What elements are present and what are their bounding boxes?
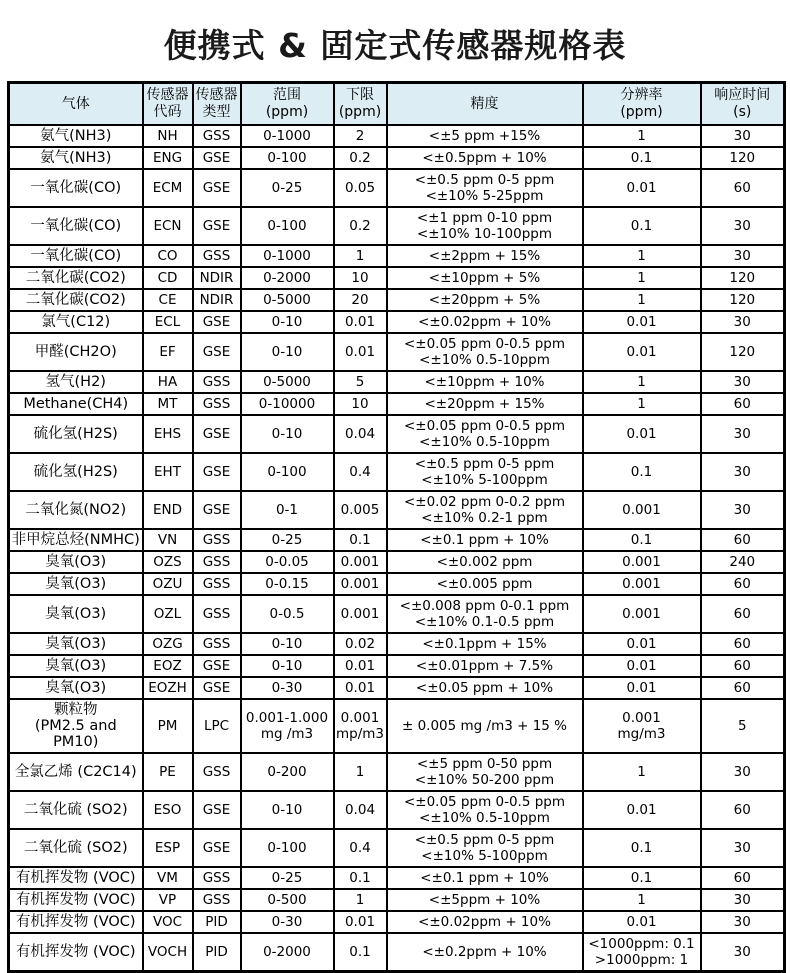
response-cell: 240 [701,551,785,573]
resolution-cell: 1 [583,889,701,911]
range-cell: 0-1000 [241,245,334,267]
resolution-cell: 1 [583,289,701,311]
gas-cell: 二氧化碳(CO2) [9,289,143,311]
response-cell: 60 [701,529,785,551]
table-row [9,453,785,491]
resolution-cell: 0.01 [583,333,701,371]
type-cell: NDIR [193,267,241,289]
limit-cell: 0.001 mp/m3 [334,699,387,753]
accuracy-cell: <±1 ppm 0-10 ppm <±10% 10-100ppm [387,207,583,245]
table-row [9,207,785,245]
type-cell: GSE [193,655,241,677]
limit-cell: 0.001 [334,573,387,595]
response-cell: 30 [701,245,785,267]
limit-cell: 0.04 [334,791,387,829]
gas-cell: 非甲烷总烃(NMHC) [9,529,143,551]
resolution-cell: 1 [583,753,701,791]
table-row [9,911,785,933]
response-cell: 120 [701,147,785,169]
code-cell: VP [143,889,193,911]
accuracy-cell: <±2ppm + 15% [387,245,583,267]
table-row [9,415,785,453]
column-header-accuracy: 精度 [387,83,583,126]
range-cell: 0-200 [241,753,334,791]
range-cell: 0-0.15 [241,573,334,595]
accuracy-cell: <±10ppm + 10% [387,371,583,393]
accuracy-cell: <±0.1 ppm + 10% [387,529,583,551]
accuracy-cell: <±0.002 ppm [387,551,583,573]
type-cell: GSE [193,491,241,529]
response-cell: 5 [701,699,785,753]
gas-cell: 氨气(NH3) [9,147,143,169]
response-cell: 30 [701,125,785,147]
response-cell: 60 [701,169,785,207]
response-cell: 30 [701,371,785,393]
code-cell: OZU [143,573,193,595]
gas-cell: 二氧化氮(NO2) [9,491,143,529]
code-cell: ECN [143,207,193,245]
type-cell: GSS [193,245,241,267]
code-cell: OZS [143,551,193,573]
page-title: 便携式 & 固定式传感器规格表 [163,26,627,65]
type-cell: GSS [193,633,241,655]
limit-cell: 0.01 [334,655,387,677]
gas-cell: 氯气(C12) [9,311,143,333]
column-header-range: 范围 (ppm) [241,83,334,126]
accuracy-cell: <±0.5 ppm 0-5 ppm <±10% 5-25ppm [387,169,583,207]
column-header-type: 传感器 类型 [193,83,241,126]
range-cell: 0-10 [241,791,334,829]
limit-cell: 0.2 [334,207,387,245]
type-cell: GSE [193,791,241,829]
limit-cell: 1 [334,889,387,911]
resolution-cell: 0.001 [583,595,701,633]
type-cell: PID [193,911,241,933]
gas-cell: 一氧化碳(CO) [9,169,143,207]
code-cell: CO [143,245,193,267]
range-cell: 0-0.5 [241,595,334,633]
response-cell: 60 [701,573,785,595]
header-row [9,83,785,126]
gas-cell: 有机挥发物 (VOC) [9,867,143,889]
resolution-cell: 0.001 mg/m3 [583,699,701,753]
type-cell: GSS [193,595,241,633]
limit-cell: 0.1 [334,529,387,551]
type-cell: GSS [193,393,241,415]
type-cell: GSS [193,371,241,393]
response-cell: 120 [701,289,785,311]
limit-cell: 0.01 [334,333,387,371]
limit-cell: 0.005 [334,491,387,529]
accuracy-cell: <±0.008 ppm 0-0.1 ppm <±10% 0.1-0.5 ppm [387,595,583,633]
resolution-cell: 0.01 [583,655,701,677]
limit-cell: 0.1 [334,933,387,972]
code-cell: CD [143,267,193,289]
gas-cell: 氨气(NH3) [9,125,143,147]
resolution-cell: 1 [583,267,701,289]
accuracy-cell: <±5 ppm 0-50 ppm <±10% 50-200 ppm [387,753,583,791]
type-cell: GSE [193,677,241,699]
gas-cell: 臭氧(O3) [9,551,143,573]
gas-cell: 二氧化硫 (SO2) [9,791,143,829]
table-row [9,393,785,415]
code-cell: PM [143,699,193,753]
type-cell: GSE [193,415,241,453]
gas-cell: 二氧化碳(CO2) [9,267,143,289]
range-cell: 0-10 [241,633,334,655]
limit-cell: 0.04 [334,415,387,453]
table-body [9,125,785,972]
table-row [9,633,785,655]
gas-cell: Methane(CH4) [9,393,143,415]
response-cell: 60 [701,677,785,699]
column-header-limit: 下限 (ppm) [334,83,387,126]
limit-cell: 0.01 [334,311,387,333]
gas-cell: 臭氧(O3) [9,573,143,595]
code-cell: PE [143,753,193,791]
resolution-cell: 1 [583,393,701,415]
code-cell: END [143,491,193,529]
response-cell: 60 [701,791,785,829]
resolution-cell: 1 [583,245,701,267]
table-row [9,867,785,889]
range-cell: 0-5000 [241,371,334,393]
type-cell: GSE [193,829,241,867]
resolution-cell: 0.01 [583,677,701,699]
type-cell: GSE [193,453,241,491]
table-row [9,267,785,289]
table-row [9,491,785,529]
resolution-cell: 0.001 [583,551,701,573]
gas-cell: 颗粒物 (PM2.5 and PM10) [9,699,143,753]
code-cell: ECL [143,311,193,333]
limit-cell: 1 [334,245,387,267]
table-row [9,311,785,333]
range-cell: 0.001-1.000 mg /m3 [241,699,334,753]
limit-cell: 10 [334,267,387,289]
resolution-cell: 0.1 [583,867,701,889]
range-cell: 0-100 [241,829,334,867]
response-cell: 120 [701,333,785,371]
type-cell: GSS [193,867,241,889]
code-cell: ESP [143,829,193,867]
accuracy-cell: <±0.5 ppm 0-5 ppm <±10% 5-100ppm [387,453,583,491]
resolution-cell: 0.01 [583,311,701,333]
resolution-cell: 0.001 [583,573,701,595]
accuracy-cell: <±0.05 ppm + 10% [387,677,583,699]
resolution-cell: 0.01 [583,415,701,453]
range-cell: 0-10000 [241,393,334,415]
range-cell: 0-25 [241,169,334,207]
code-cell: EHS [143,415,193,453]
resolution-cell: <1000ppm: 0.1 >1000ppm: 1 [583,933,701,972]
resolution-cell: 0.01 [583,911,701,933]
limit-cell: 0.001 [334,595,387,633]
column-header-gas: 气体 [9,83,143,126]
resolution-cell: 0.01 [583,791,701,829]
table-header [9,83,785,126]
resolution-cell: 0.1 [583,829,701,867]
table-row [9,551,785,573]
resolution-cell: 0.1 [583,147,701,169]
response-cell: 60 [701,595,785,633]
range-cell: 0-500 [241,889,334,911]
limit-cell: 1 [334,753,387,791]
gas-cell: 一氧化碳(CO) [9,245,143,267]
accuracy-cell: <±0.1ppm + 15% [387,633,583,655]
sensor-spec-table [7,81,786,973]
table-row [9,529,785,551]
code-cell: EF [143,333,193,371]
range-cell: 0-100 [241,147,334,169]
code-cell: ECM [143,169,193,207]
table-row [9,245,785,267]
limit-cell: 0.4 [334,829,387,867]
range-cell: 0-10 [241,333,334,371]
gas-cell: 有机挥发物 (VOC) [9,933,143,972]
table-row [9,753,785,791]
resolution-cell: 0.01 [583,633,701,655]
accuracy-cell: <±0.05 ppm 0-0.5 ppm <±10% 0.5-10ppm [387,791,583,829]
table-row [9,333,785,371]
range-cell: 0-1 [241,491,334,529]
code-cell: EOZ [143,655,193,677]
accuracy-cell: <±0.5ppm + 10% [387,147,583,169]
gas-cell: 二氧化硫 (SO2) [9,829,143,867]
limit-cell: 0.001 [334,551,387,573]
table-row [9,677,785,699]
table-row [9,573,785,595]
range-cell: 0-10 [241,415,334,453]
response-cell: 30 [701,415,785,453]
gas-cell: 有机挥发物 (VOC) [9,889,143,911]
code-cell: VM [143,867,193,889]
type-cell: NDIR [193,289,241,311]
code-cell: ESO [143,791,193,829]
limit-cell: 0.4 [334,453,387,491]
limit-cell: 2 [334,125,387,147]
range-cell: 0-10 [241,655,334,677]
gas-cell: 有机挥发物 (VOC) [9,911,143,933]
table-row [9,371,785,393]
range-cell: 0-100 [241,453,334,491]
limit-cell: 0.05 [334,169,387,207]
accuracy-cell: <±0.05 ppm 0-0.5 ppm <±10% 0.5-10ppm [387,415,583,453]
code-cell: VOCH [143,933,193,972]
response-cell: 30 [701,753,785,791]
type-cell: GSS [193,753,241,791]
code-cell: VN [143,529,193,551]
accuracy-cell: <±0.5 ppm 0-5 ppm <±10% 5-100ppm [387,829,583,867]
accuracy-cell: <±20ppm + 5% [387,289,583,311]
range-cell: 0-25 [241,529,334,551]
resolution-cell: 0.001 [583,491,701,529]
column-header-resolution: 分辨率 (ppm) [583,83,701,126]
type-cell: GSS [193,573,241,595]
range-cell: 0-2000 [241,933,334,972]
response-cell: 30 [701,453,785,491]
response-cell: 60 [701,867,785,889]
type-cell: GSS [193,889,241,911]
gas-cell: 臭氧(O3) [9,633,143,655]
type-cell: GSE [193,311,241,333]
gas-cell: 硫化氢(H2S) [9,453,143,491]
table-row [9,933,785,972]
range-cell: 0-2000 [241,267,334,289]
response-cell: 30 [701,829,785,867]
accuracy-cell: <±0.02ppm + 10% [387,311,583,333]
code-cell: EOZH [143,677,193,699]
column-header-response: 响应时间 (s) [701,83,785,126]
response-cell: 30 [701,911,785,933]
limit-cell: 5 [334,371,387,393]
limit-cell: 0.1 [334,867,387,889]
table-row [9,889,785,911]
table-row [9,169,785,207]
response-cell: 60 [701,633,785,655]
limit-cell: 0.02 [334,633,387,655]
range-cell: 0-30 [241,677,334,699]
gas-cell: 硫化氢(H2S) [9,415,143,453]
gas-cell: 甲醛(CH2O) [9,333,143,371]
accuracy-cell: <±0.02ppm + 10% [387,911,583,933]
accuracy-cell: <±10ppm + 5% [387,267,583,289]
table-row [9,791,785,829]
limit-cell: 0.01 [334,911,387,933]
gas-cell: 一氧化碳(CO) [9,207,143,245]
limit-cell: 0.2 [334,147,387,169]
resolution-cell: 0.01 [583,169,701,207]
type-cell: GSE [193,147,241,169]
code-cell: NH [143,125,193,147]
code-cell: ENG [143,147,193,169]
type-cell: GSS [193,551,241,573]
accuracy-cell: <±0.2ppm + 10% [387,933,583,972]
code-cell: CE [143,289,193,311]
resolution-cell: 1 [583,125,701,147]
resolution-cell: 0.1 [583,453,701,491]
limit-cell: 20 [334,289,387,311]
limit-cell: 10 [334,393,387,415]
range-cell: 0-5000 [241,289,334,311]
code-cell: MT [143,393,193,415]
response-cell: 30 [701,491,785,529]
response-cell: 30 [701,933,785,972]
response-cell: 30 [701,207,785,245]
table-row [9,655,785,677]
code-cell: EHT [143,453,193,491]
accuracy-cell: ± 0.005 mg /m3 + 15 % [387,699,583,753]
code-cell: OZL [143,595,193,633]
range-cell: 0-0.05 [241,551,334,573]
type-cell: GSE [193,207,241,245]
accuracy-cell: <±20ppm + 15% [387,393,583,415]
response-cell: 30 [701,889,785,911]
code-cell: OZG [143,633,193,655]
accuracy-cell: <±5ppm + 10% [387,889,583,911]
type-cell: GSS [193,125,241,147]
table-row [9,699,785,753]
column-header-code: 传感器 代码 [143,83,193,126]
response-cell: 30 [701,311,785,333]
type-cell: LPC [193,699,241,753]
table-row [9,289,785,311]
resolution-cell: 1 [583,371,701,393]
accuracy-cell: <±5 ppm +15% [387,125,583,147]
type-cell: GSS [193,529,241,551]
range-cell: 0-25 [241,867,334,889]
type-cell: PID [193,933,241,972]
range-cell: 0-10 [241,311,334,333]
resolution-cell: 0.1 [583,529,701,551]
range-cell: 0-1000 [241,125,334,147]
type-cell: GSE [193,333,241,371]
code-cell: VOC [143,911,193,933]
range-cell: 0-100 [241,207,334,245]
type-cell: GSE [193,169,241,207]
response-cell: 60 [701,393,785,415]
limit-cell: 0.01 [334,677,387,699]
range-cell: 0-30 [241,911,334,933]
code-cell: HA [143,371,193,393]
table-row [9,125,785,147]
accuracy-cell: <±0.05 ppm 0-0.5 ppm <±10% 0.5-10ppm [387,333,583,371]
accuracy-cell: <±0.005 ppm [387,573,583,595]
gas-cell: 臭氧(O3) [9,595,143,633]
response-cell: 120 [701,267,785,289]
table-row [9,147,785,169]
accuracy-cell: <±0.1 ppm + 10% [387,867,583,889]
accuracy-cell: <±0.01ppm + 7.5% [387,655,583,677]
response-cell: 60 [701,655,785,677]
gas-cell: 臭氧(O3) [9,655,143,677]
gas-cell: 氢气(H2) [9,371,143,393]
table-row [9,829,785,867]
gas-cell: 臭氧(O3) [9,677,143,699]
resolution-cell: 0.1 [583,207,701,245]
table-row [9,595,785,633]
gas-cell: 全氯乙烯 (C2C14) [9,753,143,791]
accuracy-cell: <±0.02 ppm 0-0.2 ppm <±10% 0.2-1 ppm [387,491,583,529]
